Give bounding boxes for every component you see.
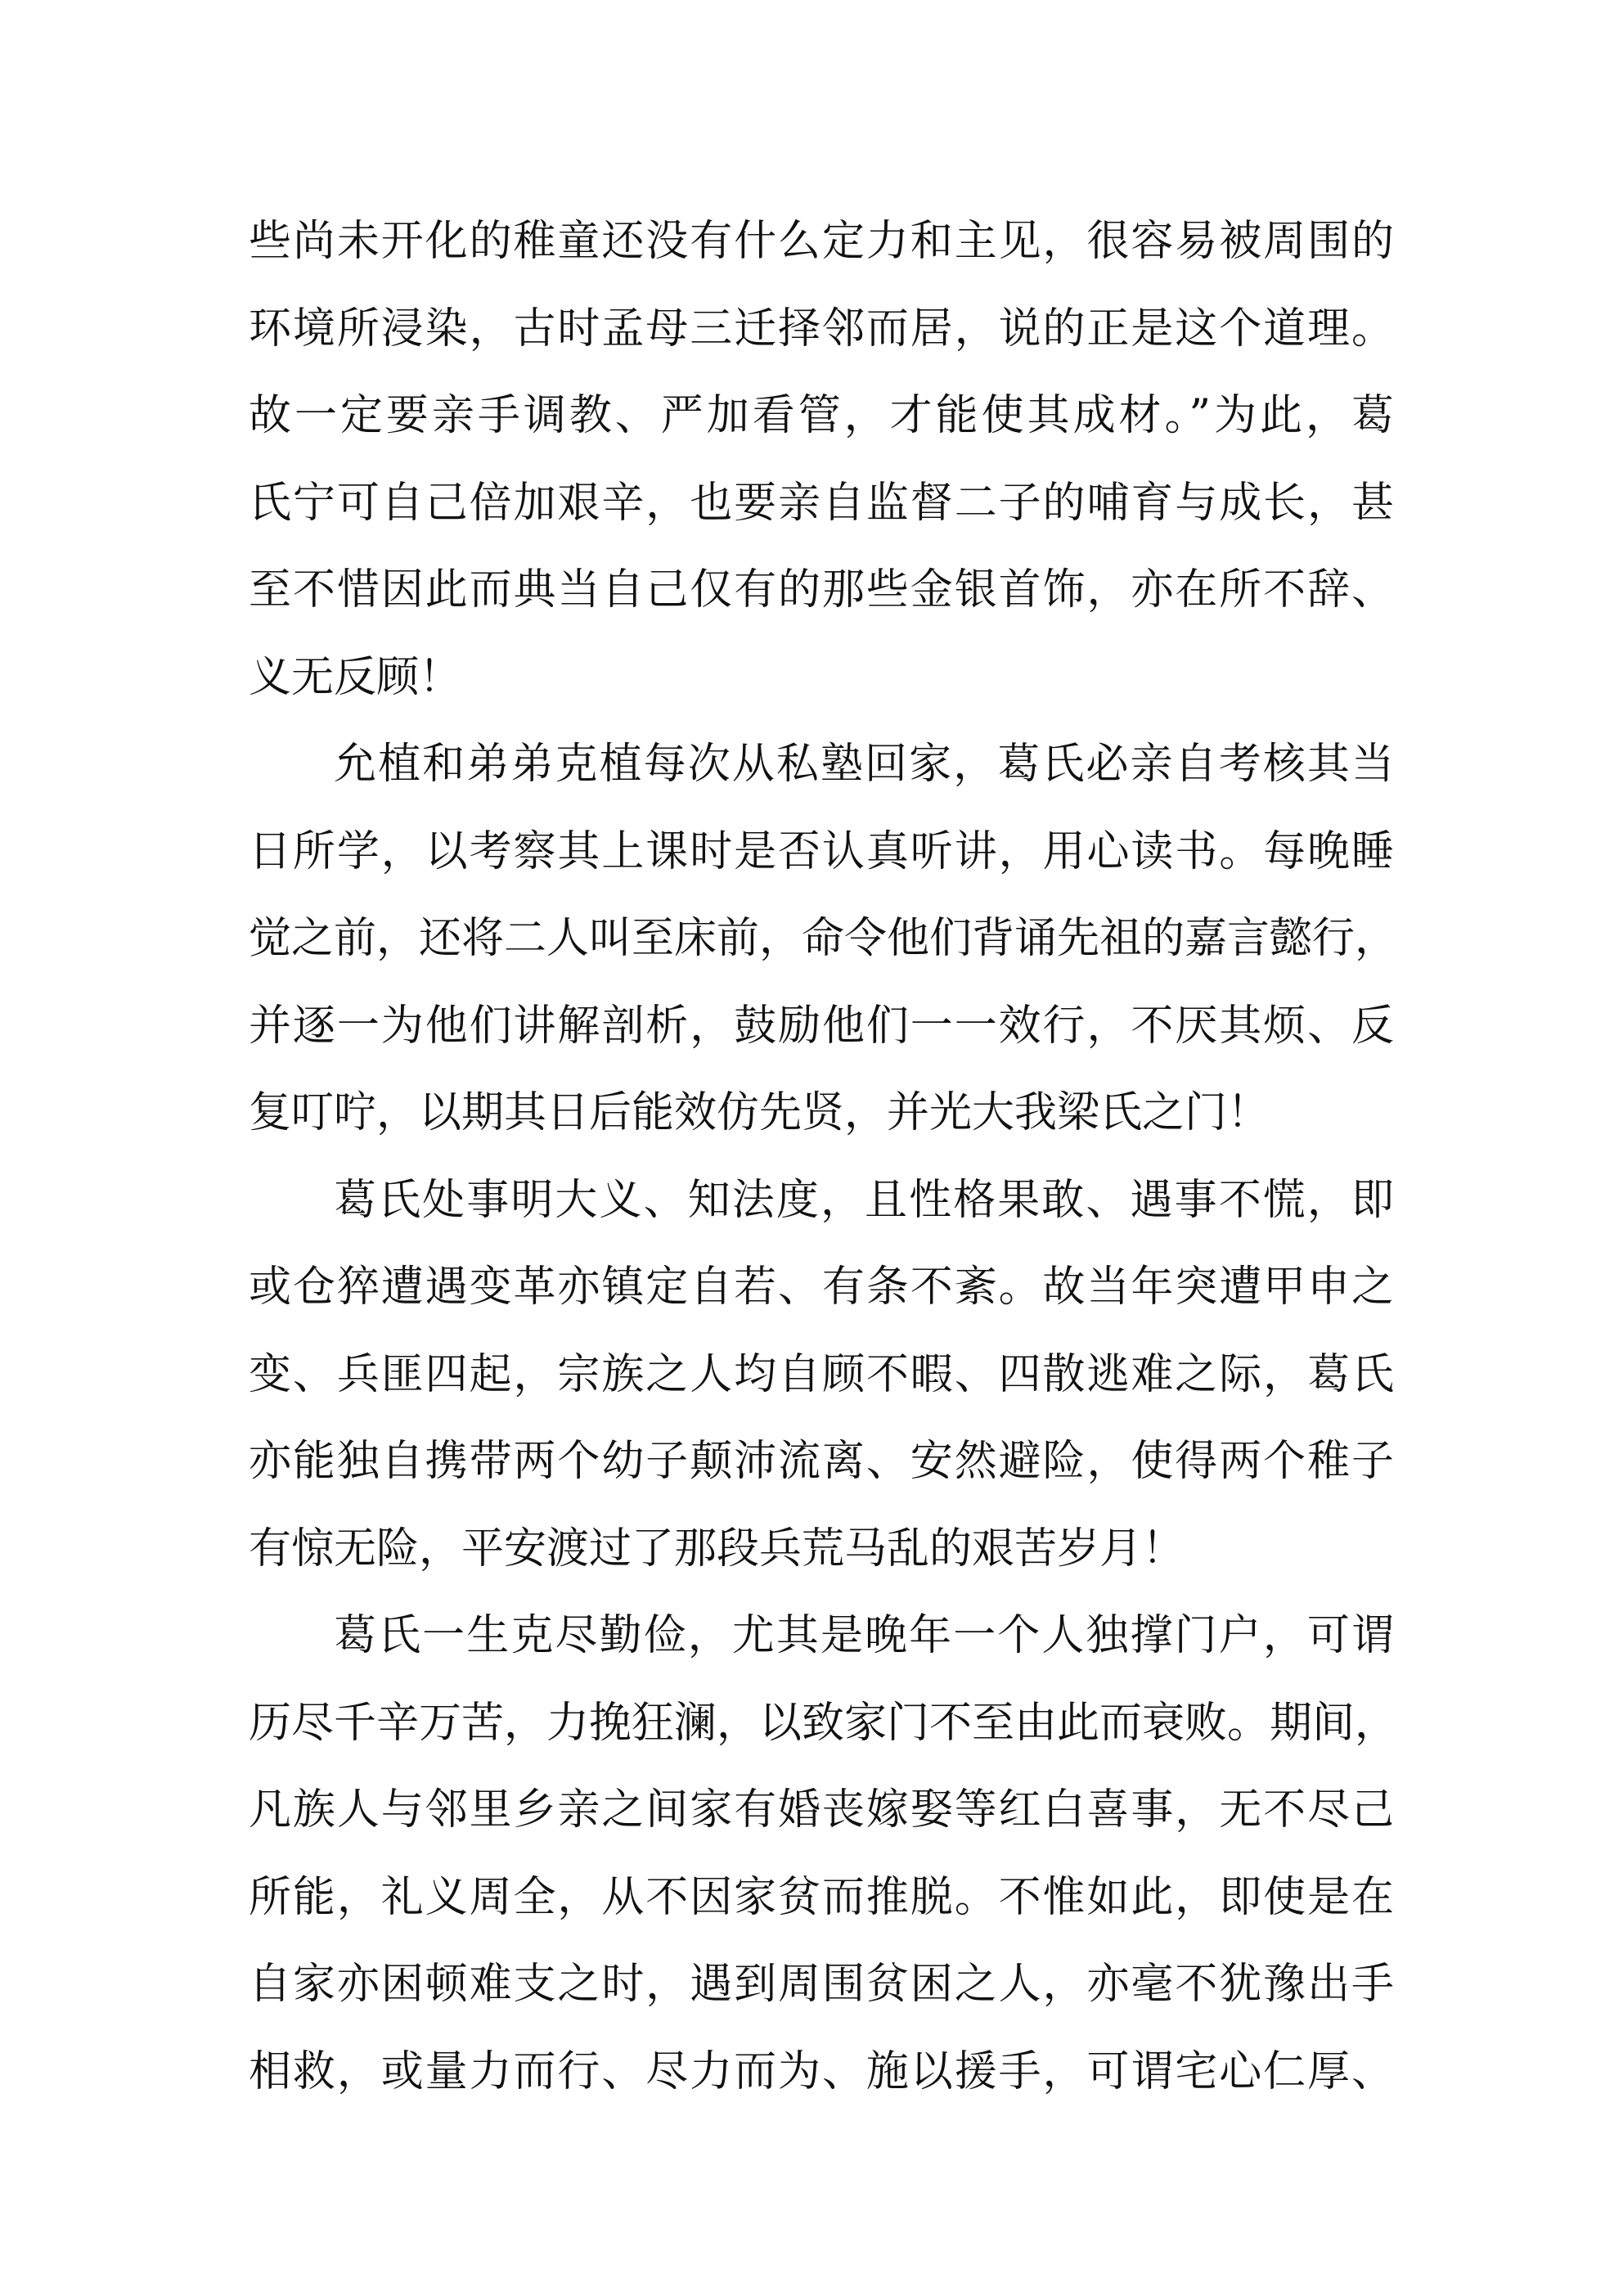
text-line: 日所学，以考察其上课时是否认真听讲，用心读书。每晚睡 xyxy=(249,826,1394,876)
text-line: 允植和弟弟克植每次从私塾回家，葛氏必亲自考核其当 xyxy=(334,740,1394,789)
text-line: 并逐一为他们讲解剖析，鼓励他们一一效行，不厌其烦、反 xyxy=(249,1001,1394,1051)
text-line: 有惊无险，平安渡过了那段兵荒马乱的艰苦岁月！ xyxy=(249,1524,1185,1573)
text-line: 凡族人与邻里乡亲之间家有婚丧嫁娶等红白喜事，无不尽己 xyxy=(249,1785,1394,1835)
text-line: 复叮咛，以期其日后能效仿先贤，并光大我梁氏之门！ xyxy=(249,1088,1270,1137)
text-line: 历尽千辛万苦，力挽狂澜，以致家门不至由此而衰败。期间， xyxy=(249,1698,1398,1748)
text-line: 氏宁可自己倍加艰辛，也要亲自监督二子的哺育与成长，甚 xyxy=(249,478,1394,528)
text-line: 变、兵匪四起，宗族之人均自顾不暇、四散逃难之际，葛氏 xyxy=(249,1349,1394,1399)
text-line: 故一定要亲手调教、严加看管，才能使其成材。”为此，葛 xyxy=(249,391,1394,440)
text-line: 环境所浸染，古时孟母三迁择邻而居，说的正是这个道理。 xyxy=(249,304,1394,353)
text-line: 亦能独自携带两个幼子颠沛流离、安然避险，使得两个稚子 xyxy=(249,1437,1394,1486)
text-line: 至不惜因此而典当自己仅有的那些金银首饰，亦在所不辞、 xyxy=(249,565,1394,615)
text-line: 或仓猝遭遇变革亦镇定自若、有条不紊。故当年突遭甲申之 xyxy=(249,1263,1394,1312)
text-line: 葛氏处事明大义、知法度，且性格果敢、遇事不慌，即 xyxy=(334,1175,1394,1225)
text-line: 相救，或量力而行、尽力而为、施以援手，可谓宅心仁厚、 xyxy=(249,2046,1394,2096)
text-line: 些尚未开化的稚童还没有什么定力和主见，很容易被周围的 xyxy=(249,217,1394,266)
text-line: 义无反顾！ xyxy=(249,652,462,702)
text-line: 葛氏一生克尽勤俭，尤其是晚年一个人独撑门户，可谓 xyxy=(334,1611,1394,1660)
text-line: 自家亦困顿难支之时，遇到周围贫困之人，亦毫不犹豫出手 xyxy=(249,1960,1394,2009)
body-text xyxy=(249,198,1398,2115)
text-line: 觉之前，还将二人叫至床前，命令他们背诵先祖的嘉言懿行， xyxy=(249,914,1398,963)
text-line: 所能，礼义周全，从不因家贫而推脱。不惟如此，即使是在 xyxy=(249,1872,1394,1922)
